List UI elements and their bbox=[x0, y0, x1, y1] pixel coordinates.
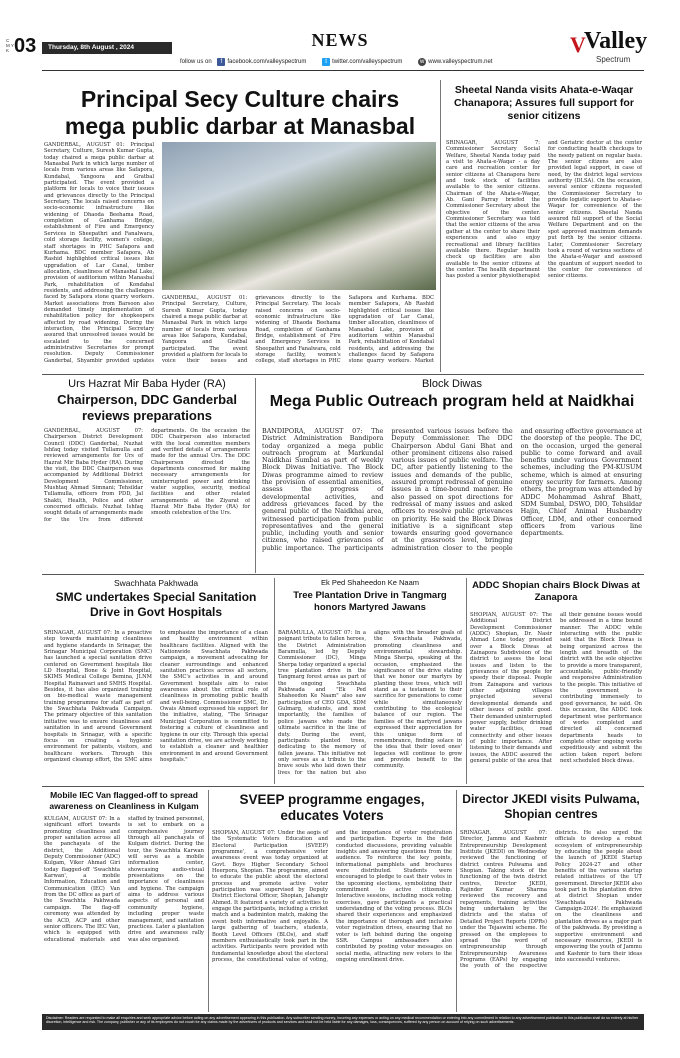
divider-a9-a10 bbox=[456, 790, 457, 1012]
a10-headline: Director JKEDI visits Pulwama, Shopian centres bbox=[462, 792, 640, 821]
logo-mark-icon: V bbox=[570, 32, 586, 57]
facebook-icon: f bbox=[217, 58, 225, 66]
follow-text: follow us on bbox=[180, 59, 212, 65]
a3-headline: Chairperson, DDC Ganderbal reviews preparations bbox=[57, 392, 237, 423]
a8-headline: Mobile IEC Van flagged-off to spread awareness on Cleanliness in Kulgam bbox=[49, 790, 199, 811]
a7-headline: ADDC Shopian chairs Block Diwas at Zanapora bbox=[472, 580, 640, 603]
a1-photo bbox=[162, 142, 436, 290]
divider-a5-a6 bbox=[274, 578, 275, 784]
twitter-link[interactable]: twitter.com/valleyspectrum bbox=[332, 59, 403, 65]
divider-a8-a9 bbox=[208, 790, 209, 1012]
a10-body: SRINAGAR, AUGUST 07: Director, Jammu and Kashmir Entrepreneurship Development Institute (JKEDI) on Wednesday reviewed the functioning of district centres Pulwama and Shopian. Taking stock of the functioning of the twin district centres, Director JKEDI, Rajinder Kumar Sharma reviewed the recovery and repayments, training activities being undertaken by the districts and the status of Detailed Project Reports (DPRs) under the Tejaswini scheme. He pressed on the employees to spread the word of entrepreneurship through Entrepreneurship Awareness Programs (EAPs) by engaging the youth of the respective districts. He also urged the officials to develop a robust ecosystem of entrepreneurship by educating the people about the launch of JKEDI Startup Policy 2024-27 and other benefits of the various startup related initiatives of the UT government. Director JKEDI also took part in the plantation drive at district Shopian under 'Swachhata Pakhwada Campaign-2024'. He emphasized on the cleanliness and plantation drives as a major part of the pakhwada. By providing a supportive environment and necessary resources, JKEDI is empowering the youth of Jammu and Kashmir to turn their ideas into successful ventures. bbox=[460, 830, 642, 970]
a6-kicker: Ek Ped Shaheedon Ke Naam bbox=[321, 578, 419, 587]
a6-body: BARAMULLA, AUGUST 07: In a poignant tribute to fallen heroes, the District Administration Baramulla, led by Deputy Commissioner (DC), Minga Sherpa today organized a special tree plantation drive in the Tangmarg forest areas as part of the ongoing Swachhata Pakhwada and "Ek Ped Shaheedon Ke Naam" also saw participation of CEO GDA, SDM Gulmarg, students, and most importantly, the families of police jawans who made the ultimate sacrifice in the line of duty. During the event, participants planted trees, dedicating to the memory of fallen jawans. This initiative not only serves as a tribute to the brave souls who laid down their lives for the nation but also aligns with the broader goals of the Swachhata Pakhwada, promoting cleanliness and environmental stewardship. Minga Sherpa, speaking at the occasion, emphasized the significance of the drive stating that we honor our martyrs by planting these trees, which will stand as a testament to their sacrifice for generations to come while simultaneously contributing to the ecological balance of our region. The families of the martyred jawans expressed their appreciation for this unique form of remembrance, finding solace in the idea that their loved ones' legacies will continue to grow and provide benefit to the community. bbox=[278, 630, 462, 776]
a3-kicker: Urs Hazrat Mir Baba Hyder (RA) bbox=[68, 378, 226, 390]
a6-headline: Tree Plantation Drive in Tangmarg honors Martyred Jawans bbox=[293, 590, 447, 613]
rule-row1 bbox=[42, 374, 644, 375]
a9-headline: SVEEP programme engages, educates Voters bbox=[239, 792, 425, 823]
globe-icon: w bbox=[419, 59, 425, 65]
a1-col1: GANDERBAL, AUGUST 01: Principal Secretary, Culture, Suresh Kumar Gupta, today chaired a mega public darbar at Manasbal Park in which large number of locals from various areas like Safapora, Kundabal, Yangoora and Gratbal participated. The event provided a platform for locals to voice their issues and grievances directly to the Principal Secretary. The locals raised concerns on socio-economic infrastructure like widening of Dhaoda Beehama Road, completion of Ganhama Bridge, establishment of Fire and Emergency Services in Sheepathri and Fanalwara, cold storage facility, women's college, staff shortages in PHC Safapora and Kurhama. BDC member Safapora, Ab Rashid highlighted critical issues like upgradation of Lar Canal, timber allocation, cleanliness of Manasbal Lake, provision of auditorium within Manasbal Park, rehabilitation of Kondabal residents, and addressing the challenges faced by Safapora stone quarry workers. Market associations from Barsoon also demanded timely implementation of rehabilitation policy for shopkeepers affected by road widening. During the interaction, the Principal Secretary assured that unresolved issues would be escalated to the concerned administrative Secretaries for prompt resolution. Deputy Commissioner Ganderbal, Shyambir provided updates bbox=[44, 142, 154, 364]
date-band: Thursday, 8th August , 2024 bbox=[42, 42, 172, 54]
facebook-link[interactable]: facebook.com/valleyspectrum bbox=[227, 59, 307, 65]
a2-body: SRINAGAR, AUGUST 7: Commissioner Secretary Social Welfare, Sheetal Nanda today paid a visit to Ahata-e-Waqar - a day care and recreation center for senior citizens at Chanapora here and took stock of facilities available to the senior citizens. Chairman of the Ahata-e-Waqar, Ab. Gani Parray briefed the Commissioner Secretary about the objective of the center. Commissioner Secretary was told that the senior citizens of the area gather at the center to share their experiences and also enjoy recreational and library facilities available there. Regular health check up facilities are also available to the senior citizens at the center. The health department has posted a senior physiotherapist and Geriatric doctor at the center for conducting health checkups to the needy patient on regular basis. The senior citizens are also provided legal support, in case of need, by the district legal services authority (DLSA). On the occasion, several senior citizens requested the Commissioner Secretary to provide logistic support to Ahata-e-Waqar for convenience of the senior citizens. Sheetal Nanda assured full support of the Social Welfare Department and on the spot approved maximum demands put forth by the senior citizens. Later, Commissioner Secretary took a round of various sections of the Ahata-e-Waqar and assessed the quantum of support needed to the center for convenience of senior citizens. bbox=[446, 140, 642, 280]
a7-body: SHOPIAN, AUGUST 07: The Additional District Development Commissioner (ADDC) Shopian, Dr. Nasir Ahmad Lone today presided over a Block Diwas at Zainapora Subdivision of the district to assess the local issues and listen to the grievances of the people for speedy their disposal. People from Zainapora and various other adjoining villages projected several developmental demands and other issues of public good. Their demanded uninterrupted power supply, better drinking water facilities, road connectivity and other issues of public importance. After listening to their demands and issues, the ADDC assured the general public of the area that all their genuine issues would be addressed in a time bound manner. The ADDC while interacting with the public said that the Block Diwas is being organized across the length and breadth of the district with the sole objective to provide a more transparent, accountable, public-friendly and responsive Administration to the people. This initiative of the government is contributing immensely to good governance, he said. On this occasion, the ADDC took department wise performance of works completed and directed all concerned departments heads to complete other ongoing works expeditiously and submit the action taken report before next scheduled block diwas. bbox=[470, 612, 642, 764]
divider-a6-a7 bbox=[466, 578, 467, 784]
a4-headline: Mega Public Outreach program held at Naidkhai bbox=[269, 393, 635, 410]
header-rule bbox=[42, 70, 644, 71]
logo-sub: Spectrum bbox=[596, 55, 631, 64]
a3-body: GANDERBAL, AUGUST 07: Chairperson District Development Council (DDC) Ganderbal, Nuzhat Ishfaq today visited Tullamulla and reviewed arrangements for Urs of Hazrat Mir Baba Hyder (RA). During the visit, the DDC Chairperson was accompanied by Additional District Development Commissioner, Mushtaq Ahmad Simnani; Tehsildar Tullamulla, officers from PDD, Jal Shakti, Health, Police and other concerned officials. Nuzhat Ishfaq sought details of arrangements made for the Urs from different departments. On the occasion the DDC Chairperson also interacted with the local committee members and verified details of arrangements made for the annual Urs. The DDC Chairperson directed the departments concerned for making necessary arrangements for uninterrupted power and drinking water supplies, security, medical facilities and other related arrangements at the Ziyarat of Hazrat Mir Baba Hyder (RA) for smooth celebration of the Urs. bbox=[44, 428, 250, 523]
a5-headline: SMC undertakes Special Sanitation Drive in Govt Hospitals bbox=[55, 590, 257, 619]
a5-body: SRINAGAR, AUGUST 07: In a proactive step towards maintaining cleanliness and hygiene standards in Srinagar, the Srinagar Municipal Corporation (SMC) has launched a special sanitation drive centered on Government hospitals like LD Hospital, Bone & Joint Hospital, SKIMS Medical College Bemina, JLNM Hospital Rainawari and SMHS Hospital. Besides, it has also organized training on bio-medical waste management training programme for staff as part of the Swachhata Pakhwada Campaign. The primary objective of this sanitation initiative was to ensure cleanliness and sanitation in and around Government hospitals in Srinagar, with a specific focus on creating a hygienic environment for patients, visitors, and healthcare workers. Through this organized cleanup effort, the SMC aims to emphasize the importance of a clean and healthy environment within healthcare facilities. Aligned with the Nationwide Swachhata Pakhwada campaign, a movement advocating for cleaner surroundings and enhanced sanitation practices across all sectors, the SMC's activities in and around Government hospitals aim to raise awareness about the critical role of cleanliness in promoting public health and well-being. Commissioner SMC, Dr. Owais Ahmed expressed his support for the initiative, stating, "The Srinagar Municipal Corporation is committed to fostering a culture of cleanliness and hygiene in our city. Through this special sanitation drive, we are actively working to establish a cleaner and healthier environment in and around Government hospitals." bbox=[44, 630, 268, 763]
a5-kicker: Swachhata Pakhwada bbox=[113, 578, 199, 588]
social-strip bbox=[180, 57, 570, 67]
rule-row3 bbox=[42, 786, 644, 787]
twitter-icon: t bbox=[322, 58, 330, 66]
disclaimer-band: Disclaimer: Readers are requested to make all enquiries and seek appropriate advice before acting on any advertisement appearing in this publication. Any subscriber sending money, incurring any expenses or acting on any medical recommendation or entering into any commitment in relation to any advertisement publication in this publication shall do so entirely at his/her discretion, intelligence and risk. The company, publisher or any of its employees do not vouch for any claims made by the advertisers of products and services and shall not be held liable for any damages, loss, consequences, suffered by any person on account of relying on such advertisements. bbox=[42, 1014, 644, 1030]
a9-body: SHOPIAN, AUGUST 07: Under the aegis of the 'Systematic Voters Education and Electoral Participation (SVEEP) programme', a comprehensive voter awareness event was today organized at Govt. Boys Higher Secondary School Heerpora, Shopian. The programme, aimed to educate the public about the electoral process and promote active voter participation was supervised by Deputy District Electoral Officer, Shopian, Jahangir Ahmed. It featured a variety of activities to engage the participants, including a cricket match and a badminton match, making the event both informative and enjoyable. A large gathering of teachers, students, Booth Level Officers (BLOs), and staff members enthusiastically took part in the activities. Participants were provided with fundamental knowledge about the electoral process, the constitutional value of voting, and the importance of voter registration and participation. Experts in the field conducted discussions, providing valuable insights and answering questions from the audience. To reinforce the key points, informational pamphlets and brochures were distributed. Students were encouraged to pledge to cast their votes in the upcoming elections, symbolizing their commitment to active citizenship. Interactive sessions, including mock voting exercises, gave participants a practical understanding of the voting process. BLOs shared their experiences and emphasized the importance of thorough and inclusive voter registration drives, ensuring that no voter is left behind during the ongoing SSR. Campus ambassadors also contributed by posting voter messages on social media, attracting new voters to the ongoing enrollment drive. bbox=[212, 830, 452, 963]
masthead-logo bbox=[570, 28, 650, 68]
a4-body: BANDIPORA, AUGUST 07: The District Administration Bandipora today organized a mega public outreach program at Markundal Naidkhai Sumbal as part of weekly Block Diwas Initiative. The Block Diwas programme aimed to review the provision of essential amenities, assess the progress of developmental activities, and address grievances faced by the general public of the Naidkhai area, witnessed participation from public representatives and the general public, including youth and senior citizens, who raised grievances of public importance. The participants presented various issues before the Deputy Commissioner. The DDC Chairperson Abdul Gani Bhat and other prominent citizens also raised various issues of public welfare. The DC, after patiently listening to the issues and demands of the public, assured prompt redressal of genuine issues in a time-bound manner. He also passed on spot directions for redressal of many issues and asked officers to resolve public grievances on priority. He said the Block Diwas initiative is a significant step towards ensuring good governance at the grassroots level, bringing administration closer to the people and ensuring effective governance at the doorstep of the people. The DC, on the occasion, urged the general public to come forward and avail benefits under various Government schemes, including the PM-KUSUM scheme, which is aimed at ensuring energy security for farmers. Among others, the program was attended by ADDC Mohammad Ashraf Bhatt, SDM Sumbal, DSWO, DIO, Tehsildar Hajin, Chief Animal Husbandry Officer, LDM, and other concerned officers from various line departments. bbox=[262, 428, 642, 552]
divider-a1-a2 bbox=[440, 80, 441, 372]
section-title: NEWS bbox=[311, 30, 369, 50]
divider-a3-a4 bbox=[255, 378, 256, 573]
website-link[interactable]: www.valleyspectrum.net bbox=[428, 59, 493, 65]
logo-main: Valley bbox=[584, 28, 648, 54]
a1-headline: Principal Secy Culture chairs mega public darbar at Manasbal bbox=[64, 86, 416, 139]
a2-headline: Sheetal Nanda visits Ahata-e-Waqar Chanapora; Assures full support for senior citizens bbox=[454, 84, 634, 122]
rule-row2 bbox=[42, 574, 644, 575]
edition-code: C M Y K bbox=[6, 38, 14, 53]
a1-body-rest: GANDERBAL, AUGUST 01: Principal Secretary, Culture, Suresh Kumar Gupta, today chaired a mega public darbar at Manasbal Park in which large number of locals from various areas like Safapora, Kundabal, Yangoora and Gratbal participated. The event provided a platform for locals to voice their issues and grievances directly to the Principal Secretary. The locals raised concerns on socio-economic infrastructure like widening of Dhaoda Beehama Road, completion of Ganhama Bridge, establishment of Fire and Emergency Services in Sheepathri and Fanalwara, cold storage facility, women's college, staff shortages in PHC Safapora and Kurhama. BDC member Safapora, Ab Rashid highlighted critical issues like upgradation of Lar Canal, timber allocation, cleanliness of Manasbal Lake, provision of auditorium within Manasbal Park, rehabilitation of Kondabal residents, and addressing the challenges faced by Safapora stone quarry workers. Market bbox=[162, 295, 434, 365]
a4-kicker: Block Diwas bbox=[422, 378, 482, 390]
a8-body: KULGAM, AUGUST 07: In a significant effort towards promoting cleanliness and proper sanitation across all the panchayats of the district, the Additional Deputy Commissioner (ADC) Kulgam, Viker Ahmad Giri today flagged-off 'Swachhta Karwan', a mobile Information, Education and Communication (IEC) Van from the DC office as part of the Swachhta Pakhwada campaign. The flag-off ceremony was attended by the ACD, ACP and other senior officers. The IEC Van, which is equipped with educational materials and staffed by trained personnel, is set to embark on a comprehensive journey through all panchayats of Kulgam district. During the tour, the Swachhta Karwan will serve as a mobile information center, showcasing audio-visual presentations on the importance of cleanliness and hygiene. The campaign aims to address various aspects of personal and community hygiene, including proper waste management, and sanitation practices. Later a plantation drive and awareness rally was also organised. bbox=[44, 816, 204, 943]
page-number: 03 bbox=[14, 35, 37, 57]
